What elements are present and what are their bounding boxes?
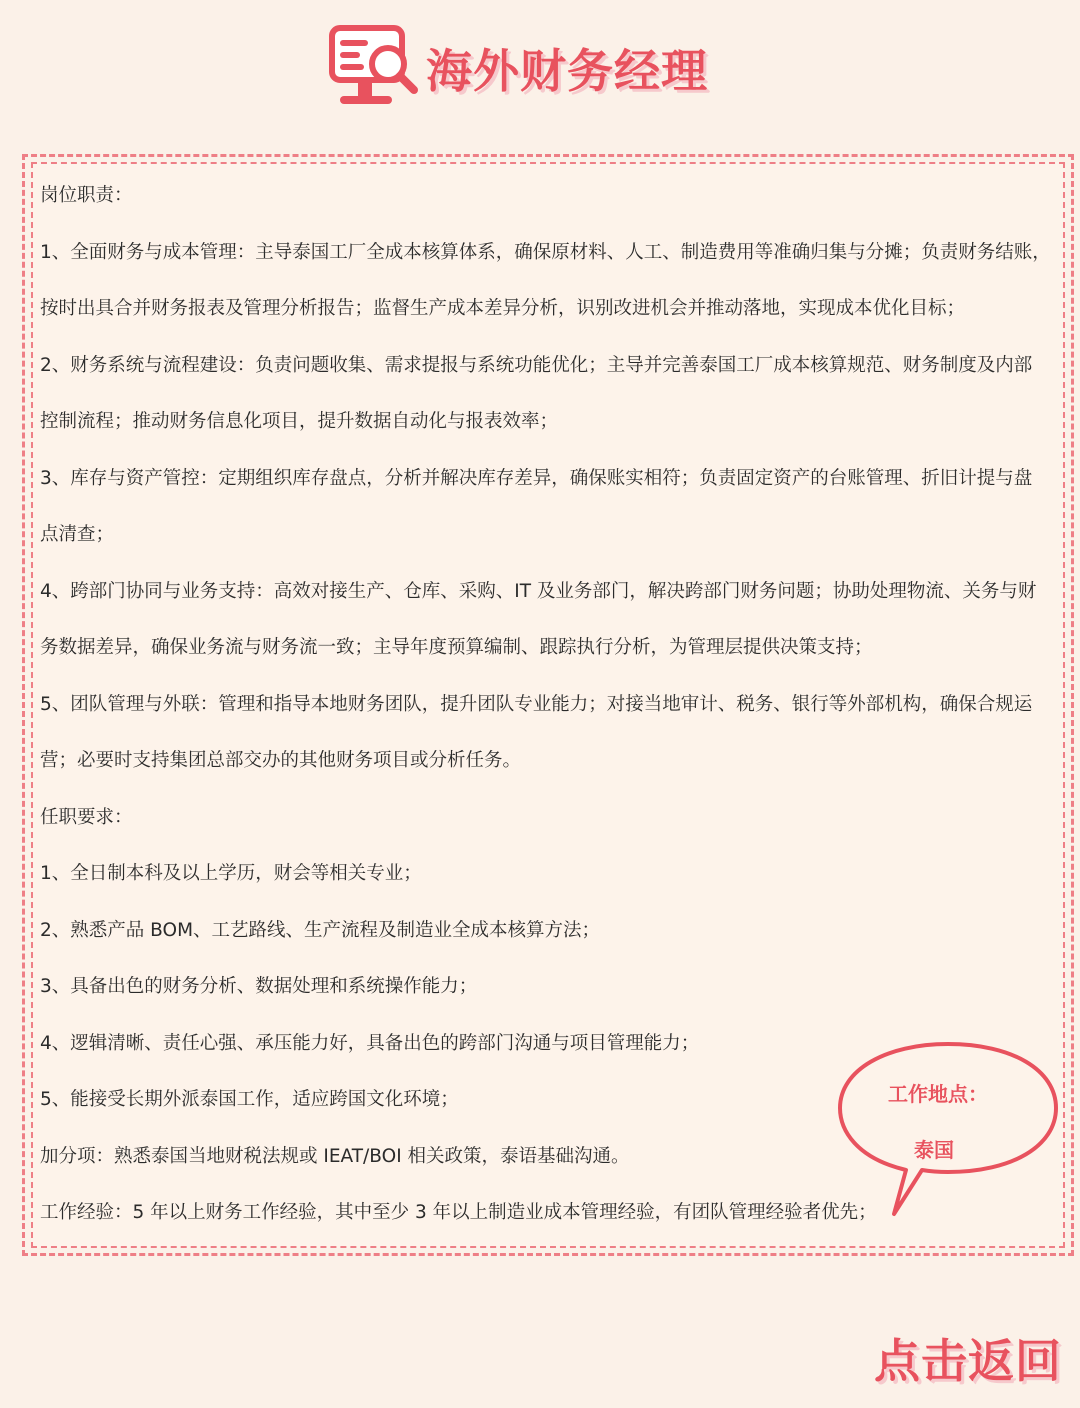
text-line: 3、具备出色的财务分析、数据处理和系统操作能力；	[40, 976, 478, 997]
text-line: 工作经验：5 年以上财务工作经验，其中至少 3 年以上制造业成本管理经验，有团队管理经验者优先；	[40, 1202, 877, 1223]
text-line: 按时出具合并财务报表及管理分析报告；监督生产成本差异分析，识别改进机会并推动落地，实现成本优化目标；	[40, 298, 966, 319]
text-line: 控制流程；推动财务信息化项目，提升数据自动化与报表效率；	[40, 411, 559, 432]
text-line: 4、逻辑清晰、责任心强、承压能力好，具备出色的跨部门沟通与项目管理能力；	[40, 1032, 700, 1054]
page-title: 海外财务经理	[426, 44, 708, 98]
page-header	[328, 24, 708, 112]
text-line: 1、全面财务与成本管理：主导泰国工厂全成本核算体系，确保原材料、人工、制造费用等准确归集与分摊；负责财务结账，	[40, 241, 1051, 263]
text-line: 5、能接受长期外派泰国工作，适应跨国文化环境；	[40, 1089, 459, 1110]
text-line: 3、库存与资产管控：定期组织库存盘点，分析并解决库存差异，确保账实相符；负责固定资产的台账管理、折旧计提与盘	[40, 467, 1033, 489]
location-value: 泰国	[914, 1138, 954, 1162]
text-line: 2、熟悉产品 BOM、工艺路线、生产流程及制造业全成本核算方法；	[40, 919, 601, 941]
text-line: 任职要求：	[40, 806, 133, 828]
back-button[interactable]: 点击返回	[874, 1334, 1062, 1388]
text-line: 营；必要时支持集团总部交办的其他财务项目或分析任务。	[40, 750, 522, 771]
text-line: 加分项：熟悉泰国当地财税法规或 IEAT/BOI 相关政策，泰语基础沟通。	[40, 1145, 630, 1167]
text-line: 5、团队管理与外联：管理和指导本地财务团队，提升团队专业能力；对接当地审计、税务、银行等外部机构，确保合规运	[40, 693, 1033, 715]
location-label: 工作地点：	[888, 1082, 988, 1106]
text-line: 务数据差异，确保业务流与财务流一致；主导年度预算编制、跟踪执行分析，为管理层提供决策支持；	[40, 637, 873, 658]
text-line: 2、财务系统与流程建设：负责问题收集、需求提报与系统功能优化；主导并完善泰国工厂成本核算规范、财务制度及内部	[40, 354, 1033, 376]
location-bubble	[836, 1040, 1062, 1220]
text-line: 4、跨部门协同与业务支持：高效对接生产、仓库、采购、IT 及业务部门，解决跨部门财务问题；协助处理物流、关务与财	[40, 580, 1037, 602]
text-line: 1、全日制本科及以上学历，财会等相关专业；	[40, 863, 422, 884]
text-line: 岗位职责：	[40, 185, 133, 206]
text-line: 点清查；	[40, 524, 115, 545]
speech-bubble-icon	[836, 1040, 1062, 1220]
computer-search-icon	[328, 24, 420, 112]
